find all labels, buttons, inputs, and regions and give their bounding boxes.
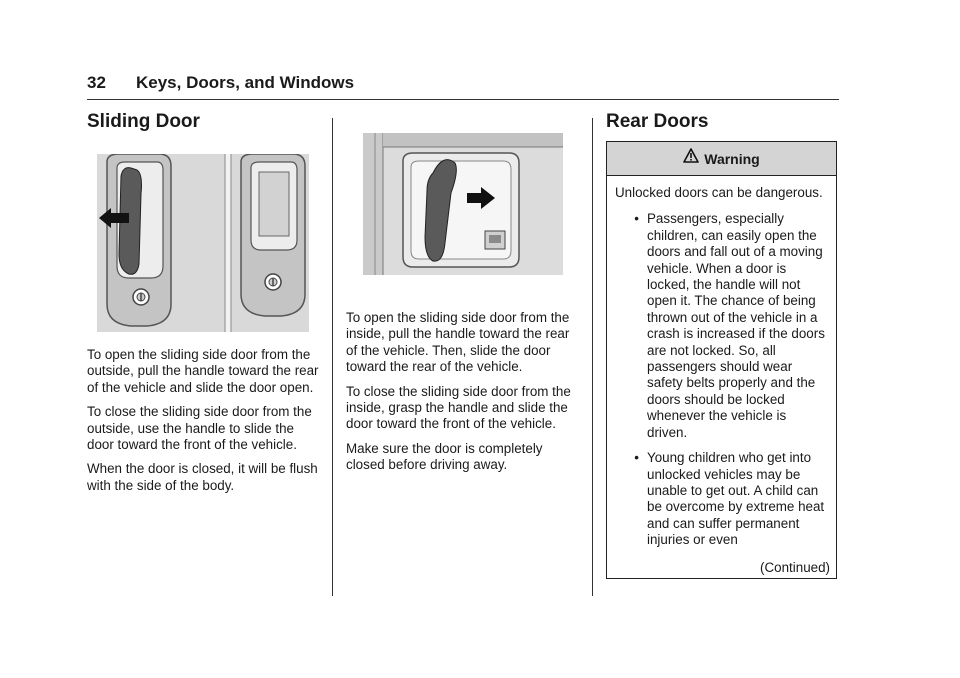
paragraph: To close the sliding side door from the inside, grasp the handle and slide the door toward the front of the vehicle. xyxy=(346,383,571,432)
paragraph: When the door is closed, it will be flush with the side of the body. xyxy=(87,461,318,493)
bullet-text: Passengers, especially children, can easily open the doors and fall out of a moving vehicle. When a door is locked, the handle will not open it. The chance of being thrown out of the vehicle in a crash is increased if the doors are not locked. So, all passengers should wear safety belts properly and the doors should be locked whenever the vehicle is driven. xyxy=(647,211,825,440)
section-title-rear-doors: Rear Doors xyxy=(606,111,709,132)
bullet-marker: • xyxy=(634,450,639,466)
page-number: 32 xyxy=(87,73,106,92)
paragraph: To open the sliding side door from the outside, pull the handle toward the rear of the vehicle and slide the door open. xyxy=(87,347,319,395)
column-divider-right xyxy=(592,118,593,596)
column-divider-left xyxy=(332,118,333,596)
warning-bullet xyxy=(615,211,828,441)
exterior-door-handle-illustration xyxy=(97,154,309,332)
warning-bullet xyxy=(615,450,828,548)
bullet-marker: • xyxy=(634,211,639,227)
paragraph: To open the sliding side door from the inside, pull the handle toward the rear of the vehicle. Then, slide the door toward the rear of the vehicle. xyxy=(346,310,570,375)
middle-column-text xyxy=(346,310,582,482)
warning-box xyxy=(606,141,837,579)
warning-title: Warning xyxy=(704,150,760,167)
paragraph: To close the sliding side door from the outside, use the handle to slide the door toward the front of the vehicle. xyxy=(87,404,312,453)
header-rule xyxy=(87,99,839,100)
warning-intro: Unlocked doors can be dangerous. xyxy=(615,185,823,200)
interior-door-handle-illustration xyxy=(363,133,563,275)
continued-label: (Continued) xyxy=(760,560,830,575)
bullet-text: Young children who get into unlocked vehicles may be unable to get out. A child can be overcome by extreme heat and can suffer permanent injuries or even xyxy=(647,450,825,548)
left-column-text xyxy=(87,347,323,502)
warning-triangle-icon xyxy=(683,148,699,166)
paragraph: Make sure the door is completely closed before driving away. xyxy=(346,440,543,473)
warning-body xyxy=(607,176,836,549)
chapter-title: Keys, Doors, and Windows xyxy=(136,73,355,92)
section-title-sliding-door: Sliding Door xyxy=(87,111,200,132)
warning-header xyxy=(607,142,836,176)
